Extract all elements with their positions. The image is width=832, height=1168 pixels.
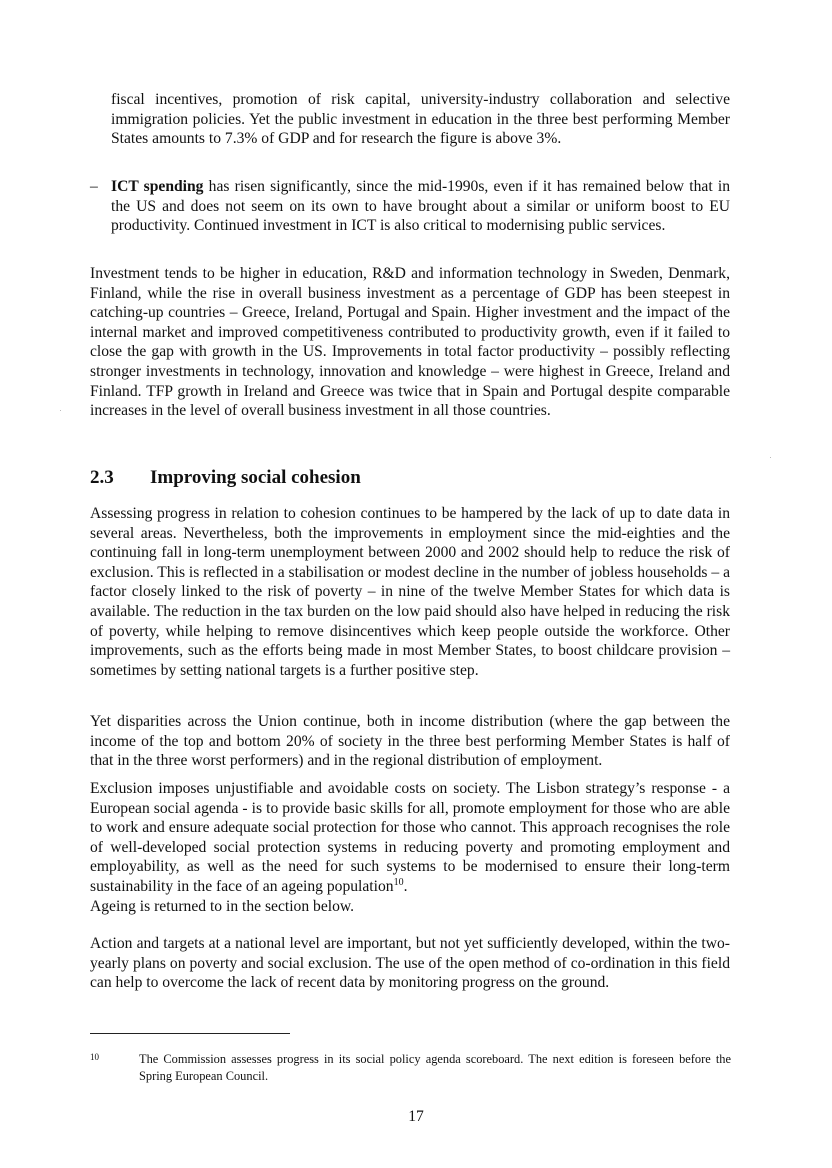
ageing-text: Ageing is returned to in the section below. (90, 897, 355, 915)
paragraph-intro-continued: fiscal incentives, promotion of risk capital, university-industry collaboration and selective immigration policies. Yet the public investment in education in the three best performing Member States amounts to 7.3% of GDP and for research the figure is above 3%. (111, 91, 730, 148)
paragraph-action: Action and targets at a national level are important, but not yet sufficiently developed, within the two-yearly plans on poverty and social exclusion. The use of the open method of co-ordination in this field can help to overcome the lack of recent data by monitoring progress on the ground. (90, 935, 730, 992)
section-heading (90, 466, 361, 490)
ict-spending-text: has risen significantly, since the mid-1990s, even if it has remained below that in the US and does not seem on its own to have brought about a similar or uniform boost to EU productivity. Continued investment in ICT is also critical to modernising public services. (111, 178, 730, 235)
section-title: Improving social cohesion (150, 467, 361, 488)
exclusion-text: Exclusion imposes unjustifiable and avoidable costs on society. The Lisbon strategy’s response - a European social agenda - is to provide basic skills for all, promote employment for those who are able to work and ensure adequate social protection for those who cannot. This approach recognises the role of well-developed social protection systems in reducing poverty and promoting employment and employability, as well as the need for such systems to be modernised to ensure their long-term sustainability in the face of an ageing population (90, 780, 730, 895)
bullet-dash: – (90, 178, 98, 195)
paragraph-ict-spending (111, 177, 730, 236)
scan-speck (60, 410, 61, 411)
paragraph-exclusion (90, 779, 730, 916)
footnote-number: 10 (90, 1052, 99, 1062)
paragraph-cohesion: Assessing progress in relation to cohesion continues to be hampered by the lack of up to date data in several areas. Nevertheless, both the improvements in employment since the mid-eighties and the continuing fall in long-term unemployment between 2000 and 2002 should help to reduce the risk of exclusion. This is reflected in a stabilisation or modest decline in the number of jobless households – a factor closely linked to the risk of poverty – in nine of the twelve Member States for which data is available. The reduction in the tax burden on the low paid should also have helped in reducing the risk of poverty, while helping to remove disincentives which keep people outside the workforce. Other improvements, such as the efforts being made in most Member States, to boost childcare provision – sometimes by setting national targets is a further positive step. (90, 505, 730, 679)
ict-spending-term: ICT spending (111, 178, 204, 195)
footnote-divider (90, 1033, 290, 1034)
scan-speck (770, 457, 771, 458)
page-number: 17 (408, 1108, 424, 1125)
footnote-text: The Commission assesses progress in its social policy agenda scoreboard. The next edition is foreseen before the Spring European Council. (139, 1052, 731, 1083)
paragraph-disparities: Yet disparities across the Union continue, both in income distribution (where the gap between the income of the top and bottom 20% of society in the three best performing Member States is half of that in the three worst performers) and in the regional distribution of employment. (90, 713, 730, 770)
paragraph-investment: Investment tends to be higher in education, R&D and information technology in Sweden, Denmark, Finland, while the rise in overall business investment as a percentage of GDP has been steepest in catching-up countries – Greece, Ireland, Portugal and Spain. Higher investment and the impact of the internal market and improved competitiveness contributed to productivity growth, even if it failed to close the gap with growth in the US. Improvements in total factor productivity – possibly reflecting stronger investments in technology, innovation and knowledge – were highest in Greece, Ireland and Finland. TFP growth in Ireland and Greece was twice that in Spain and Portugal despite comparable increases in the level of overall business investment in all those countries. (90, 265, 730, 420)
footnote-reference: 10 (393, 876, 404, 888)
exclusion-text-end: . (403, 877, 408, 895)
section-number: 2.3 (90, 467, 114, 488)
